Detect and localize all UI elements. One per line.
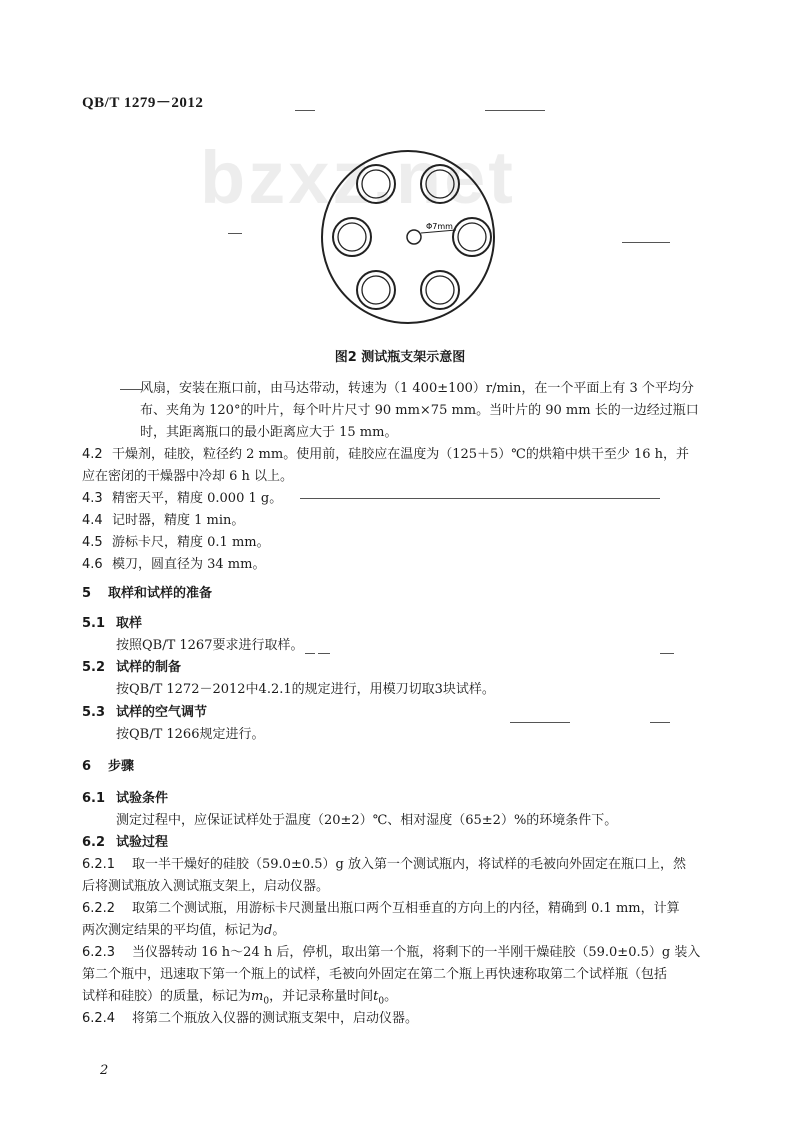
holder-outline	[322, 151, 494, 323]
scan-artifact	[510, 722, 570, 723]
clause-5-1-heading: 5.1 取样	[82, 616, 143, 631]
paragraph-line: 试样和硅胶）的质量，标记为$m_0$，并记录称量时间$t_0$。	[82, 989, 398, 1007]
page-number: 2	[100, 1063, 109, 1078]
diameter-label: Φ7mm	[426, 222, 453, 231]
clause-4-5	[82, 533, 270, 553]
scan-artifact	[295, 110, 315, 111]
clause-4-3	[82, 489, 282, 509]
standard-number-header: QB/T 1279－2012	[82, 95, 204, 111]
center-hole	[407, 230, 421, 244]
paragraph-line: 第二个瓶中，迅速取下第一个瓶上的试样，毛被向外固定在第二个瓶上再快速称取第二个试样瓶（包括	[82, 967, 668, 982]
figure-caption: 图2 测试瓶支架示意图	[334, 350, 466, 365]
variable-d: d	[264, 923, 273, 938]
bottle-hole	[357, 271, 395, 309]
scan-artifact	[305, 653, 315, 654]
clause-text: 取第二个测试瓶，用游标卡尺测量出瓶口两个互相垂直的方向上的内径，精确到 0.1 mm，计算	[132, 901, 680, 916]
scan-artifact	[228, 233, 242, 234]
clause-5-3-heading: 5.3 试样的空气调节	[82, 705, 208, 720]
clause-number: 4.5	[82, 535, 103, 550]
bottle-hole	[421, 271, 459, 309]
bottle-hole	[357, 165, 395, 203]
clause-6-2-1	[82, 855, 686, 875]
clause-text: 当仪器转动 16 h～24 h 后，停机，取出第一个瓶，将剩下的一半刚干燥硅胶（59.0±0.5）g 装入	[132, 945, 701, 960]
paragraph-line: 后将测试瓶放入测试瓶支架上，启动仪器。	[82, 879, 330, 894]
clause-6-2-2	[82, 899, 680, 919]
paragraph-line: 两次测定结果的平均值，标记为d。	[82, 923, 286, 938]
clause-6-2-heading: 6.2 试验过程	[82, 835, 169, 850]
clause-number: 4.2	[82, 447, 103, 462]
bottle-hole	[333, 218, 371, 256]
clause-number: 4.4	[82, 513, 103, 528]
section-5-heading: 5 取样和试样的准备	[82, 586, 213, 601]
clause-number: 6.2.2	[82, 901, 116, 916]
scan-artifact	[300, 498, 660, 499]
clause-4-4	[82, 511, 244, 531]
paragraph-line: 时，其距离瓶口的最小距离应大于 15 mm。	[140, 425, 398, 440]
bottle-holder-diagram	[318, 140, 498, 340]
scan-artifact	[485, 110, 545, 111]
section-6-heading: 6 步骤	[82, 759, 135, 774]
bottle-hole	[421, 165, 459, 203]
variable-m0: m	[251, 989, 264, 1004]
scan-artifact	[622, 242, 670, 243]
scan-artifact	[650, 722, 670, 723]
clause-6-2-3	[82, 943, 700, 963]
clause-text: 将第二个瓶放入仪器的测试瓶支架中，启动仪器。	[132, 1011, 419, 1026]
scan-artifact	[120, 389, 142, 390]
scan-artifact	[318, 653, 330, 654]
clause-number: 4.6	[82, 557, 103, 572]
clause-number: 4.3	[82, 491, 103, 506]
clause-4-2	[82, 445, 689, 465]
clause-text: 精密天平，精度 0.000 1 g。	[112, 491, 283, 506]
clause-5-3-text: 按QB/T 1266规定进行。	[116, 727, 265, 742]
paragraph-line: 风扇，安装在瓶口前，由马达带动，转速为（1 400±100）r/min，在一个平面上有 3 个平均分	[140, 381, 694, 396]
clause-text: 模刀，圆直径为 34 mm。	[112, 557, 266, 572]
clause-text: 取一半干燥好的硅胶（59.0±0.5）g 放入第一个测试瓶内，将试样的毛被向外固定在瓶口上，然	[132, 857, 686, 872]
clause-text: 干燥剂，硅胶，粒径约 2 mm。使用前，硅胶应在温度为（125＋5）℃的烘箱中烘干至少 16 h，并	[112, 447, 689, 462]
bottle-hole	[453, 218, 491, 256]
clause-number: 6.2.3	[82, 945, 116, 960]
clause-number: 6.2.1	[82, 857, 116, 872]
scan-artifact	[660, 653, 674, 654]
clause-6-1-heading: 6.1 试验条件	[82, 791, 169, 806]
clause-4-6	[82, 555, 265, 575]
clause-5-2-text: 按QB/T 1272－2012中4.2.1的规定进行，用模刀切取3块试样。	[116, 682, 495, 697]
clause-5-2-heading: 5.2 试样的制备	[82, 660, 182, 675]
clause-6-2-4	[82, 1009, 418, 1029]
variable-t0: t	[373, 989, 379, 1004]
clause-number: 6.2.4	[82, 1011, 116, 1026]
paragraph-line: 应在密闭的干燥器中冷却 6 h 以上。	[82, 469, 294, 484]
clause-5-1-text: 按照QB/T 1267要求进行取样。	[116, 638, 304, 653]
watermark: bzxz.net	[200, 136, 516, 219]
clause-text: 游标卡尺，精度 0.1 mm。	[112, 535, 270, 550]
paragraph-line: 布、夹角为 120°的叶片，每个叶片尺寸 90 mm×75 mm。当叶片的 90 mm 长的一边经过瓶口	[140, 403, 699, 418]
clause-6-1-text: 测定过程中，应保证试样处于温度（20±2）℃、相对湿度（65±2）%的环境条件下。	[116, 813, 618, 828]
clause-text: 记时器，精度 1 min。	[112, 513, 245, 528]
